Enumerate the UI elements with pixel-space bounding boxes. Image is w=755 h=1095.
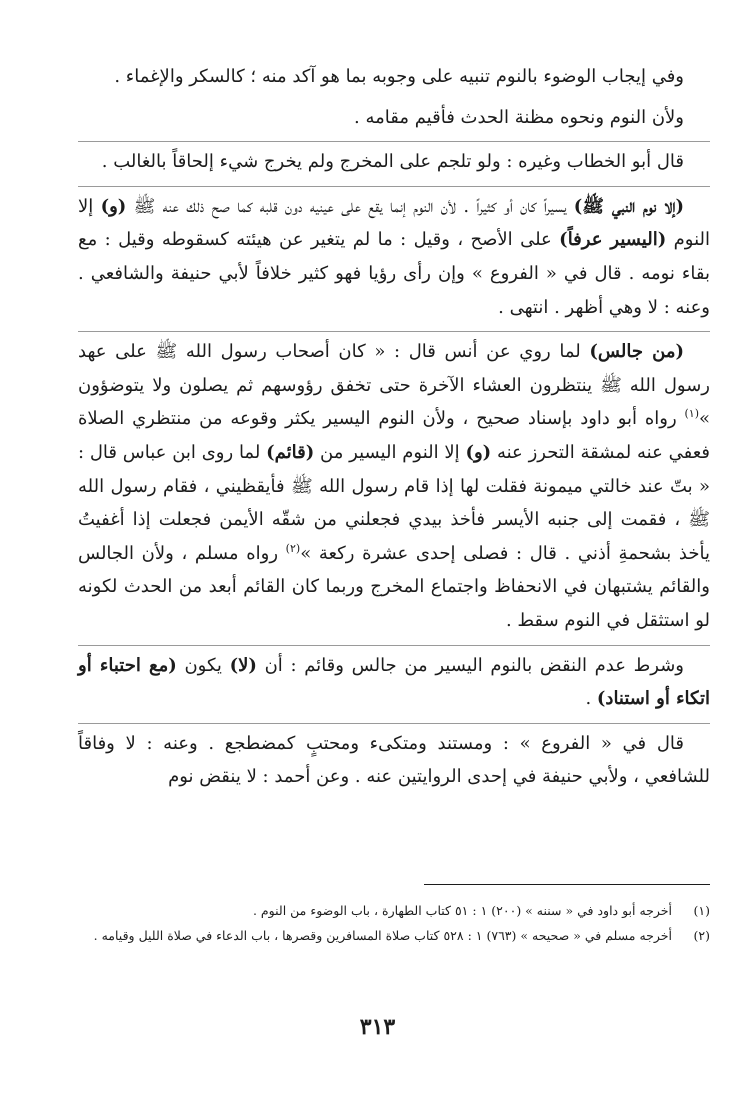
text-run: يسيراً كان أو كثيراً . لأن النوم إنما يقع على عينيه دون قلبه كما صح ذلك عنه ﷺ bbox=[126, 195, 574, 217]
bold-term: (و) bbox=[100, 195, 127, 217]
text-run: لما روي عن أنس قال : « كان أصحاب رسول الله ﷺ على عهد رسول الله ﷺ ينتظرون العشاء الآخرة حتى تخفق رؤوسهم ثم يصلون ولا يتوضؤون » bbox=[78, 341, 710, 430]
footnote-reference: (١) bbox=[684, 407, 699, 421]
footnote bbox=[78, 898, 710, 923]
text-run: وفي إيجاب الوضوء بالنوم تنبيه على وجوبه بما هو آكد منه ؛ كالسكر والإغماء . bbox=[114, 66, 684, 87]
text-run: . bbox=[585, 688, 597, 710]
paragraph bbox=[78, 141, 710, 179]
footnote-text: أخرجه أبو داود في « سننه » (٢٠٠) ١ : ٥١ كتاب الطهارة ، باب الوضوء من النوم . bbox=[252, 903, 672, 918]
bold-term: (مع احتباء أو اتكاء أو استناد) bbox=[78, 654, 710, 710]
bold-term: (و) bbox=[465, 441, 492, 463]
paragraph bbox=[78, 645, 710, 716]
footnote-text: أخرجه مسلم في « صحيحه » (٧٦٣) ١ : ٥٢٨ كتاب صلاة المسافرين وقصرها ، باب الدعاء في صلاة الليل وقيامه . bbox=[93, 928, 672, 943]
footnote bbox=[78, 923, 710, 948]
text-run: إلا النوم اليسير من bbox=[314, 441, 466, 463]
body-text bbox=[78, 60, 710, 801]
bold-term: (لا) bbox=[229, 654, 257, 676]
paragraph bbox=[78, 186, 710, 324]
footnote-reference: (٢) bbox=[285, 541, 301, 555]
paragraph bbox=[78, 723, 710, 794]
text-run: وشرط عدم النقض بالنوم اليسير من جالس وقائم : أن bbox=[256, 654, 684, 676]
text-run: قال في « الفروع » : ومستند ومتكىء ومحتبٍ كمضطجع . وعنه : لا وفاقاً للشافعي ، ولأبي حنيفة في إحدى الروايتين عنه . وعن أحمد : لا ينقض نوم bbox=[78, 732, 710, 788]
text-run: رواه مسلم ، ولأن الجالس والقائم يشتبهان في الانحفاظ واجتماع المخرج وربما كان القائم أبعد من الحدث لكونه لو استثقل في النوم سقط . bbox=[78, 542, 710, 631]
text-run: إلا النوم bbox=[78, 195, 710, 251]
footnote-number: (٢) bbox=[693, 928, 710, 943]
text-run: قال أبو الخطاب وغيره : ولو تلجم على المخرج ولم يخرج شيء إلحاقاً بالغالب . bbox=[101, 151, 684, 173]
text-run: يكون bbox=[176, 654, 230, 676]
paragraph bbox=[78, 101, 710, 135]
paragraph bbox=[78, 60, 710, 94]
text-run: على الأصح ، وقيل : ما لم يتغير عن هيئته كسقوطه وقيل : مع بقاء نومه . قال في « الفروع » وإن رأى رؤيا فهو كثير خلافاً لأبي حنيفة والشافعي . وعنه : لا وهي أظهر . انتهى . bbox=[78, 229, 710, 318]
bold-term: (قائم) bbox=[266, 441, 315, 463]
text-run: رواه أبو داود بإسناد صحيح ، ولأن النوم اليسير يكثر وقوعه من منتظري الصلاة فعفي عنه لمشقة التحرز عنه bbox=[78, 408, 710, 463]
text-run: ولأن النوم ونحوه مظنة الحدث فأقيم مقامه . bbox=[354, 106, 684, 128]
text-run: لما روى ابن عباس قال : « بتّ عند خالتي ميمونة فقلت لها إذا قام رسول الله ﷺ فأيقظيني ، فقام رسول الله ﷺ ، فقمت إلى جنبه الأيسر فأخذ بيدي فجعلني من شقّه الأيمن فجعلت إذا أغفيتُ يأخذ بشحمةِ أذني . قال : فصلى إحدى عشرة ركعة » bbox=[78, 441, 710, 564]
footnotes bbox=[78, 898, 710, 948]
paragraph bbox=[78, 331, 710, 637]
bold-term: (من جالس) bbox=[589, 341, 685, 363]
bold-term: (اليسير عرفاً) bbox=[559, 229, 667, 251]
footnote-number: (١) bbox=[693, 903, 710, 918]
page-number: ٣١٣ bbox=[359, 1014, 396, 1040]
footnote-divider bbox=[424, 884, 710, 885]
bold-term: (إلا نوم النبي ﷺ) bbox=[573, 195, 684, 217]
